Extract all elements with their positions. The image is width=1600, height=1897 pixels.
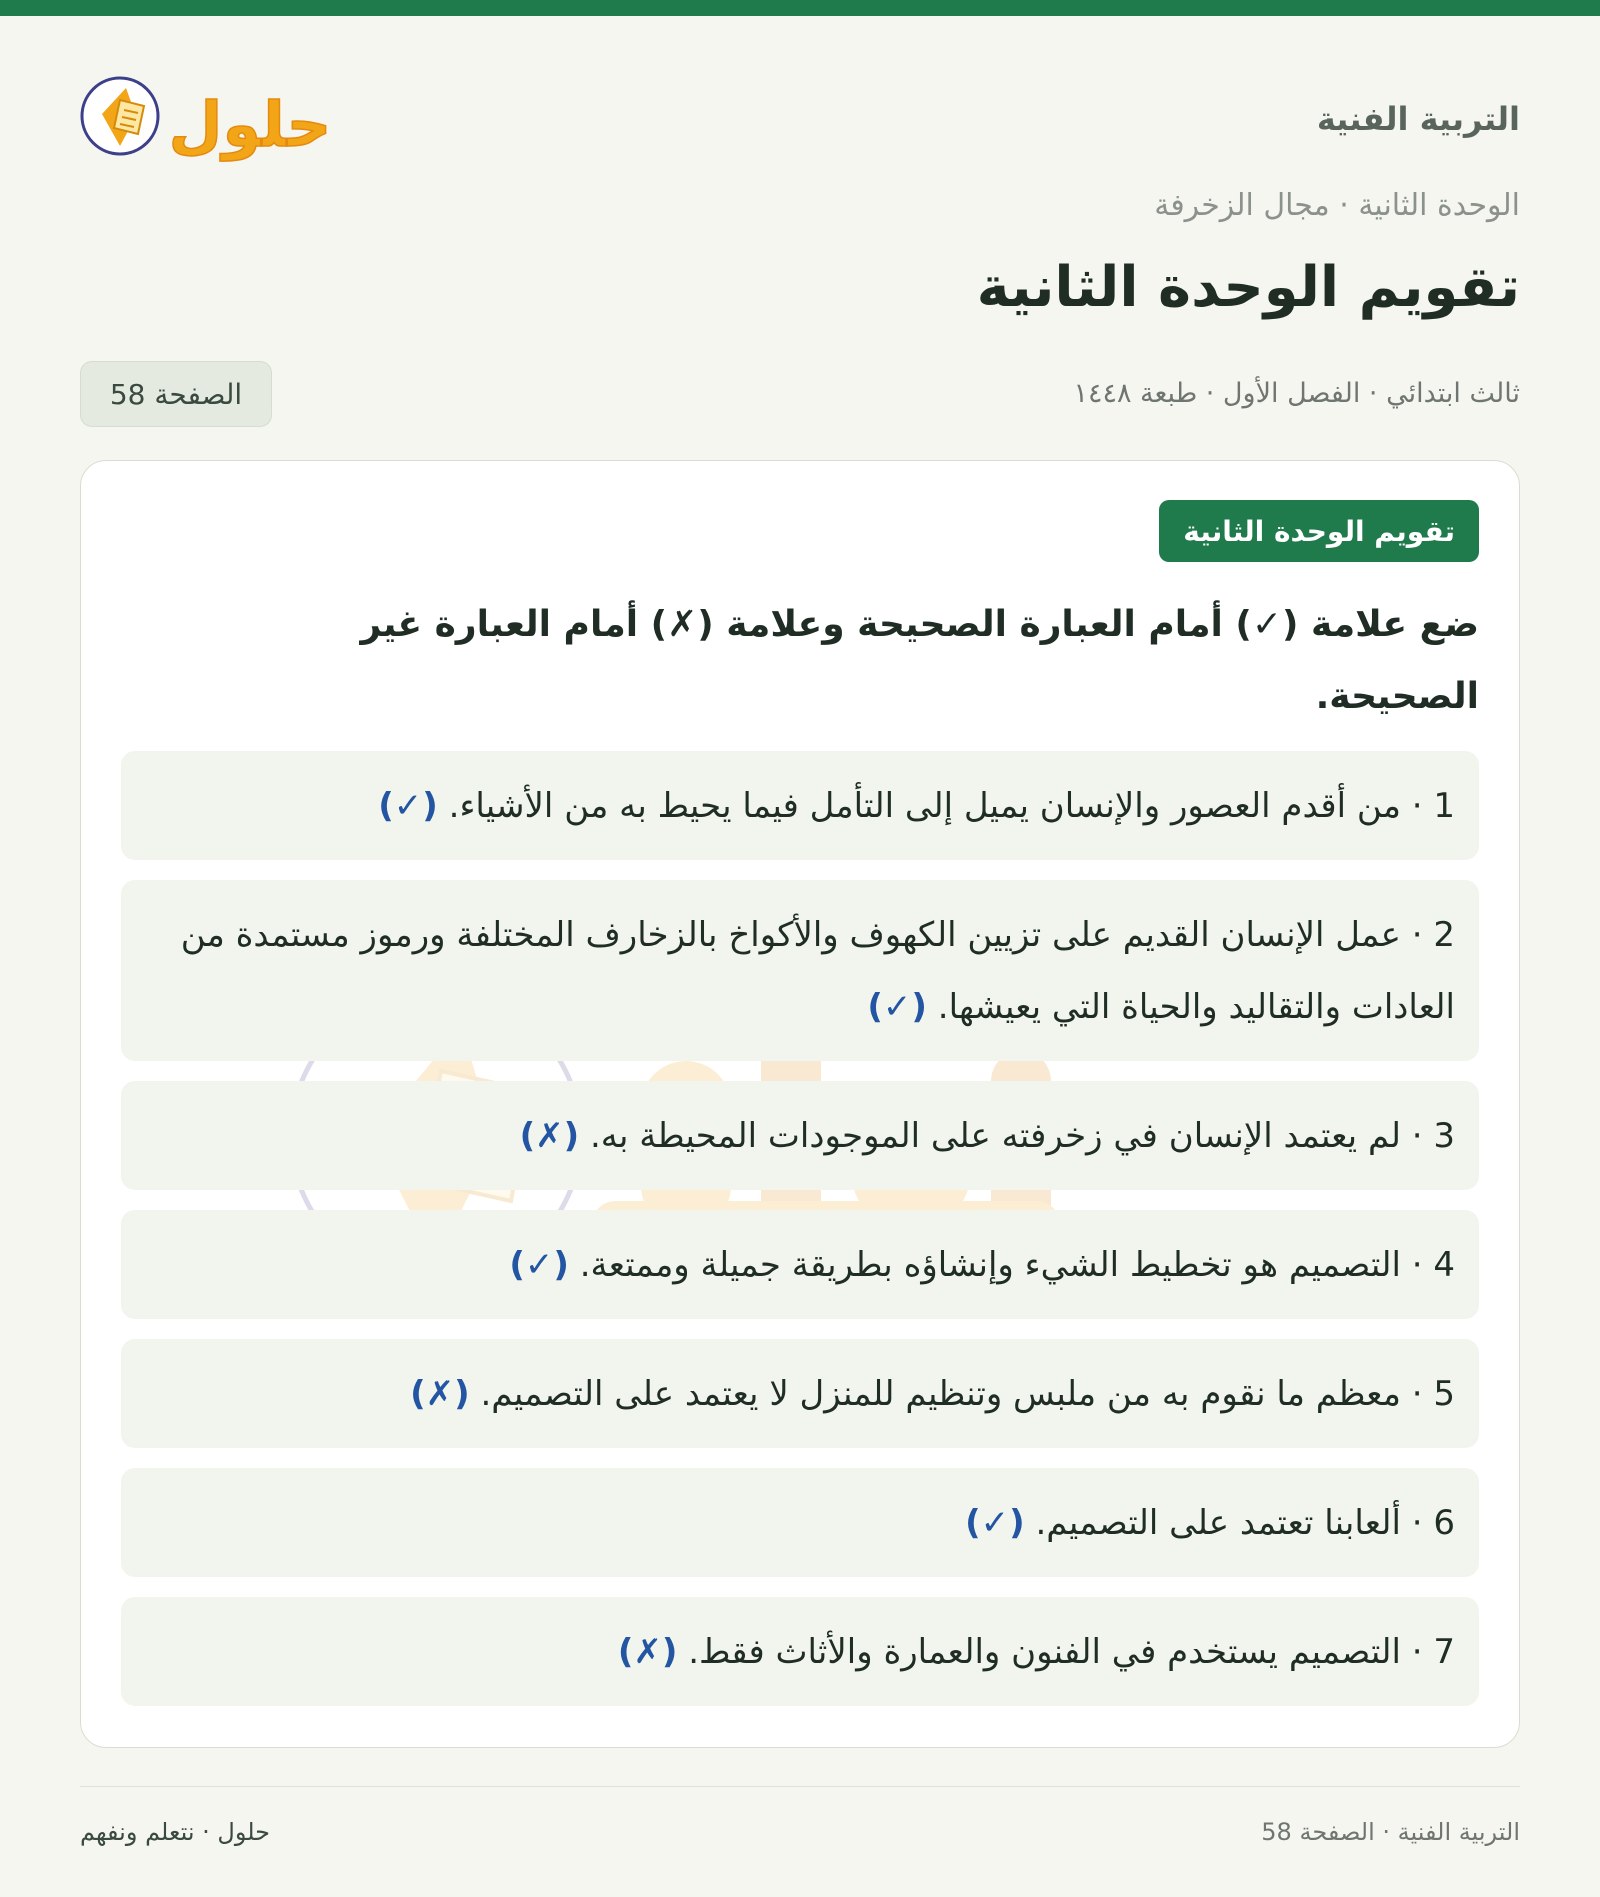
answer-mark: (✓): [378, 785, 438, 826]
list-item: [121, 880, 1479, 1061]
answer-mark: (✗): [519, 1115, 580, 1156]
answer-mark: (✗): [617, 1631, 678, 1672]
list-item: [121, 1468, 1479, 1577]
footer-divider: [80, 1786, 1520, 1787]
list-item: [121, 751, 1479, 860]
statement-text: 1 · من أقدم العصور والإنسان يميل إلى التأمل فيما يحيط به من الأشياء.: [448, 785, 1455, 826]
section-label: تقويم الوحدة الثانية: [1159, 500, 1479, 562]
statement-text: 4 · التصميم هو تخطيط الشيء وإنشاؤه بطريقة جميلة وممتعة.: [579, 1244, 1455, 1285]
answer-mark: (✓): [965, 1502, 1025, 1543]
statement-text: 2 · عمل الإنسان القديم على تزيين الكهوف والأكواخ بالزخارف المختلفة ورموز مستمدة من العادات والتقاليد والحياة التي يعيشها.: [180, 914, 1455, 1027]
answer-mark: (✗): [410, 1373, 470, 1414]
answer-mark: (✓): [509, 1244, 569, 1285]
footer-page-info: التربية الفنية · الصفحة 58: [1261, 1818, 1520, 1846]
statements-list: [121, 751, 1479, 1726]
statement-text: 3 · لم يعتمد الإنسان في زخرفته على الموجودات المحيطة به.: [590, 1115, 1455, 1156]
content-card: [80, 460, 1520, 1748]
statement-text: 5 · معظم ما نقوم به من ملبس وتنظيم للمنزل لا يعتمد على التصميم.: [480, 1373, 1455, 1414]
statement-text: 7 · التصميم يستخدم في الفنون والعمارة والأثاث فقط.: [688, 1631, 1455, 1672]
answer-mark: (✓): [867, 986, 927, 1027]
top-accent-bar: [0, 0, 1600, 16]
breadcrumb: الوحدة الثانية · مجال الزخرفة: [1154, 188, 1520, 223]
page-title: تقويم الوحدة الثانية: [976, 255, 1520, 320]
list-item: [121, 1081, 1479, 1190]
page-number-badge: الصفحة 58: [80, 361, 272, 427]
list-item: [121, 1210, 1479, 1319]
page-header: [80, 60, 1520, 170]
grade-meta: ثالث ابتدائي · الفصل الأول · طبعة ١٤٤٨: [1073, 378, 1520, 409]
list-item: [121, 1339, 1479, 1448]
list-item: [121, 1597, 1479, 1706]
exercise-instructions: ضع علامة (✓) أمام العبارة الصحيحة وعلامة (✗) أمام العبارة غير الصحيحة.: [360, 604, 1479, 717]
subject-title: التربية الفنية: [1316, 100, 1520, 138]
svg-text:حلول: حلول: [168, 88, 332, 161]
statement-text: 6 · ألعابنا تعتمد على التصميم.: [1035, 1502, 1455, 1543]
hulul-logo[interactable]: [80, 66, 340, 166]
footer-brand: حلول · نتعلم ونفهم: [80, 1818, 270, 1846]
